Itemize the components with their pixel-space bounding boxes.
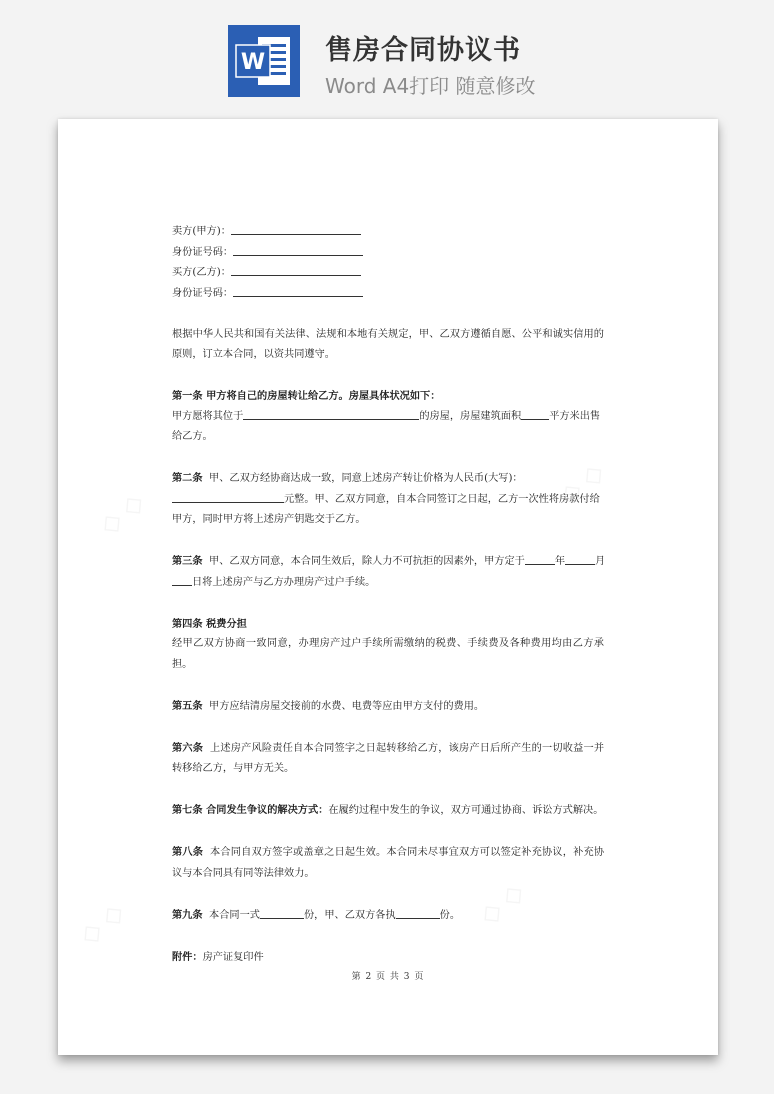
article-7-body: 第七条 合同发生争议的解决方式：在履约过程中发生的争议，双方可通过协商、诉讼方式解决。 — [172, 804, 604, 816]
word-icon-letter: W — [240, 50, 266, 75]
article-1-tail: 给乙方。 — [172, 431, 213, 442]
blank-field[interactable] — [260, 907, 304, 919]
article-6-body: 第六条 上述房产风险责任自本合同签字之日起转移给乙方，该房产日后所产生的一切收益一并转移给乙方，与甲方无关。 — [172, 741, 605, 774]
article-1-heading: 第一条 甲方将自己的房屋转让给乙方。房屋具体状况如下： — [172, 390, 441, 402]
article-4-heading: 第四条 税费分担 — [172, 617, 247, 630]
article-4-body: 经甲乙双方协商一致同意，办理房产过户手续所需缴纳的税费、手续费及各种费用均由乙方承担。 — [172, 638, 604, 670]
watermark: ◇ ◇ — [74, 896, 131, 952]
attachment-line: 附件：房产证复印件 — [172, 950, 264, 963]
watermark: ◇ ◇ — [474, 876, 531, 932]
party-label: 身份证号码： — [172, 246, 234, 258]
article-3-heading: 第三条 — [172, 555, 203, 567]
intro-paragraph: 根据中华人民共和国有关法律、法规和本地有关规定，甲、乙双方遵循自愿、公平和诚实信用的原则，订立本合同，以资共同遵守。 — [172, 328, 604, 360]
article-7-heading: 第七条 合同发生争议的解决方式： — [172, 804, 329, 816]
blank-field[interactable] — [396, 907, 440, 919]
blank-field[interactable] — [525, 553, 555, 565]
page-number-footer: 第 2 页 共 3 页 — [351, 972, 425, 982]
word-doc-icon — [228, 25, 300, 97]
party-line — [172, 243, 604, 264]
doc-subtitle: Word A4打印 随意修改 — [325, 74, 536, 98]
party-label: 买方(乙方)： — [172, 267, 231, 278]
blank-field[interactable] — [231, 264, 361, 276]
document-page — [58, 119, 718, 1055]
party-line — [172, 284, 604, 305]
article-2-body: 第二条 甲、乙双方经协商达成一致，同意上述房产转让价格为人民币(大写)： — [172, 472, 523, 484]
article-2-heading: 第二条 — [172, 472, 203, 484]
article-9-heading: 第九条 — [172, 908, 203, 921]
blank-field[interactable] — [233, 285, 363, 297]
party-label: 卖方(甲方)： — [172, 226, 231, 237]
blank-field[interactable] — [565, 553, 595, 565]
article-2-tail: 甲方，同时甲方将上述房产钥匙交于乙方。 — [172, 514, 366, 525]
article-8-heading: 第八条 — [172, 846, 204, 858]
blank-field[interactable] — [172, 574, 192, 586]
article-5-heading: 第五条 — [172, 699, 203, 712]
watermark: ◇ ◇ — [554, 456, 611, 512]
article-5-body: 第五条 甲方应结清房屋交接前的水费、电费等应由甲方支付的费用。 — [172, 699, 485, 712]
article-9-body: 第九条 本合同一式 份，甲、乙双方各执 份。 — [172, 908, 461, 921]
blank-field[interactable] — [233, 244, 363, 256]
article-8-body: 第八条 本合同自双方签字或盖章之日起生效。本合同未尽事宜双方可以签定补充协议，补充协议与本合同具有同等法律效力。 — [172, 846, 605, 879]
party-line — [172, 222, 604, 243]
page-header — [0, 0, 774, 110]
party-label: 身份证号码： — [172, 287, 234, 299]
blank-field[interactable] — [243, 408, 419, 420]
blank-field[interactable] — [231, 223, 361, 235]
attachment-heading: 附件： — [172, 950, 203, 963]
watermark: ◇ ◇ — [94, 486, 151, 542]
article-6-heading: 第六条 — [172, 741, 204, 754]
contract-body: 卖方(甲方)： 身份证号码： 买方(乙方)： 身份证号码： 根据中华人民共和国有关法律、法规和本地有关规定，甲、乙双方遵循自愿、公平和诚实信用的原则，订立本合同，以资共同遵守。 第一条 甲方将自己的房屋转让给乙方。房屋具体状况如下： 甲方愿将其位于 的房屋，房屋建筑面积 平方米出售 给乙方。 第二条 甲、乙双方经协商达成一致，同意上述房产转让价格为人民币(大写)： 元整。甲、乙双方同意，自本合同签订之日起，乙方一次性将房款付给 甲方，同时甲方将上述房产钥匙交于乙方。 第三条 甲、乙双方同意，本合同生效后，除人力不可抗拒的因素外，甲方定于 年 月 日将上述房产与乙方办理房产过户手续。 第四条 税费分担 经甲乙双方协商一致同意，办理房产过户手续所需缴纳的税费、手续费及各种费用均由乙方承担。 第五条 甲方应结清房屋交接前的水费、电费等应由甲方支付的费用。 第六条 上述房产风险责任自本合同签字之日起转移给乙方，该房产日后所产生的一切收益一并转移给乙方，与甲方无关。 第七条 合同发生争议的解决方式：在履约过程中发生的争议，双方可通过协商、诉讼方式解决。 第八条 本合同自双方签字或盖章之日起生效。本合同未尽事宜双方可以签定补充协议，补充协议与本合同具有同等法律效力。 第九条 本合同一式 份，甲、乙双方各执 份。 附件：房产证复印件 — [172, 222, 604, 968]
party-line — [172, 263, 604, 284]
blank-field[interactable] — [521, 408, 549, 420]
doc-title: 售房合同协议书 — [325, 35, 521, 66]
article-1-body: 甲方愿将其位于 的房屋，房屋建筑面积 平方米出售 — [172, 407, 604, 428]
article-3-body: 第三条 甲、乙双方同意，本合同生效后，除人力不可抗拒的因素外，甲方定于 年 月 — [172, 555, 606, 567]
blank-field[interactable] — [172, 491, 284, 503]
